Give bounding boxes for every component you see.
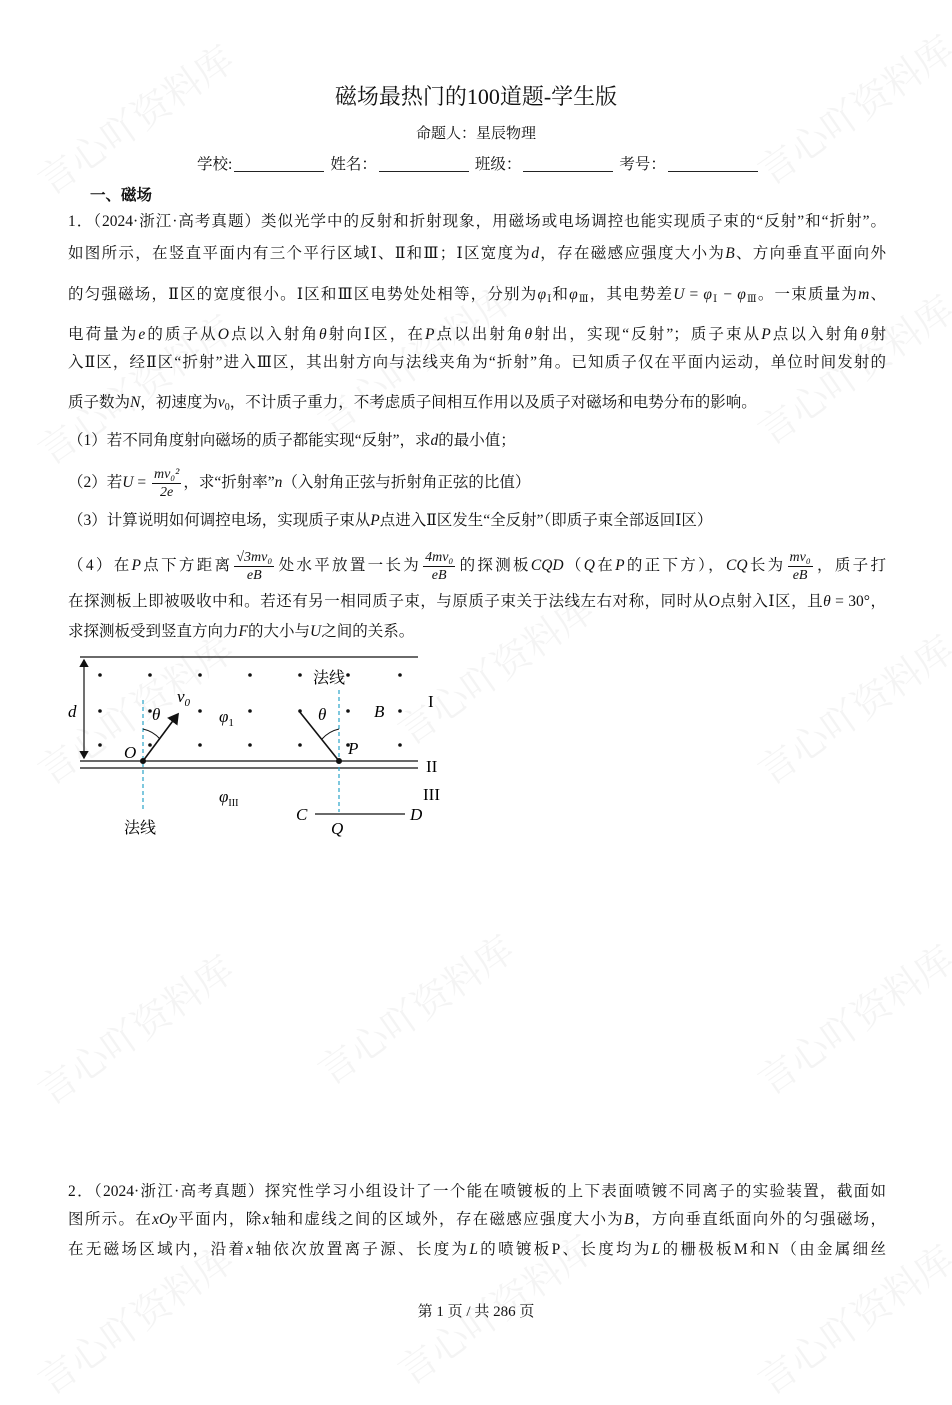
label-region-1: I <box>428 692 434 711</box>
fraction-denominator: eB <box>246 568 262 583</box>
field-dot <box>98 709 102 713</box>
field-dot <box>346 673 350 677</box>
author-line: 命题人：星辰物理 <box>415 126 536 142</box>
angle-arc-right <box>322 729 339 739</box>
math-variable: P <box>131 557 141 575</box>
field-dot <box>398 743 402 747</box>
text-segment: 的匀强磁场，Ⅱ区的宽度很小。Ⅰ区和Ⅲ区电势处处相等，分别为 <box>68 286 538 303</box>
text-segment: 在无磁场区域内，沿着 <box>68 1241 247 1258</box>
label-d: d <box>68 702 77 721</box>
math-variable: e <box>138 326 146 343</box>
text-segment: ，存在磁感应强度大小为 <box>538 245 726 262</box>
point-o <box>140 758 146 764</box>
label-c: C <box>296 805 308 824</box>
field-dot <box>198 743 202 747</box>
text-segment: 平面内，除 <box>177 1211 263 1228</box>
math-variable: θ <box>319 326 327 343</box>
text-segment: （2）若 <box>68 474 123 492</box>
math-variable: P <box>370 512 380 529</box>
text-segment: 1．（2024·浙江·高考真题）类似光学中的反射和折射现象，用磁场或电场调控也能实现质子束的“反射”和“折射”。 <box>68 213 886 230</box>
text-segment: 和 <box>552 286 570 303</box>
class-label: 班级： <box>474 156 522 173</box>
page-footer: 第 1 页 / 共 286 页 <box>417 1304 535 1320</box>
math-subscript: Ⅲ <box>577 294 590 305</box>
label-phi1: $\varphi_1$ <box>219 707 234 729</box>
text-segment: 轴依次放置离子源、长度为 <box>253 1241 470 1258</box>
label-d-point: D <box>410 805 423 824</box>
point-p <box>336 758 342 764</box>
field-dot <box>148 743 152 747</box>
fraction-denominator: eB <box>792 568 808 583</box>
q2-line <box>68 1182 886 1202</box>
q2-line <box>68 1240 886 1260</box>
math-variable: φ <box>737 286 746 303</box>
text-segment: 之间的关系。 <box>321 623 415 640</box>
text-segment: = <box>684 286 704 303</box>
text-segment: ，求“折射率” <box>183 474 275 492</box>
math-variable: xOy <box>152 1211 178 1228</box>
label-b: B <box>374 702 385 721</box>
math-subscript: Ⅰ <box>711 294 719 305</box>
text-segment: 点以出射角 <box>434 326 525 343</box>
math-variable: U <box>122 474 134 492</box>
dots-magnetic-field <box>98 673 402 747</box>
text-segment: 的最小值； <box>438 432 516 449</box>
math-variable: CQ <box>726 557 748 575</box>
math-variable: n <box>274 474 283 492</box>
label-normal-top: 法线 <box>313 670 346 687</box>
text-segment: 长为 <box>747 557 786 575</box>
math-variable: O <box>217 326 229 343</box>
text-segment: 射向Ⅰ区，在 <box>326 326 425 343</box>
math-variable: U <box>310 623 322 640</box>
text-segment: 点进入Ⅱ区发生“全反射”（即质子束全部返回Ⅰ区） <box>379 512 713 529</box>
text-segment: （ <box>563 557 584 575</box>
incident-ray-arrow <box>143 714 178 761</box>
text-segment: 点以入射角 <box>770 326 861 343</box>
text-segment: 。一束质量为 <box>757 286 859 303</box>
text-segment: 入Ⅱ区，经Ⅱ区“折射”进入Ⅲ区，其出射方向与法线夹角为“折射”角。已知质子仅在平面内运动，单位时间发射的 <box>68 354 886 371</box>
label-theta-left: θ <box>152 705 161 724</box>
math-variable: φ <box>537 286 547 303</box>
field-dot <box>298 673 302 677</box>
text-segment: 的探测板 <box>457 557 531 575</box>
text-segment: 在 <box>594 557 616 575</box>
text-segment: （1）若不同角度射向磁场的质子都能实现“反射”，求 <box>68 432 431 449</box>
text-segment: 处水平放置一长为 <box>276 557 422 575</box>
math-variable: m <box>858 286 870 303</box>
fraction-denominator: eB <box>431 568 447 583</box>
watermark-text <box>305 920 523 1096</box>
fraction-numerator: 4mv₀ <box>425 550 454 565</box>
math-variable: Q <box>583 557 595 575</box>
field-dot <box>398 673 402 677</box>
math-subscript: Ⅲ <box>745 294 758 305</box>
text-segment: ，不计质子重力，不考虑质子间相互作用以及质子对磁场和电势分布的影响。 <box>229 394 757 411</box>
math-variable: B <box>725 245 735 262</box>
text-segment: （入射角正弦与折射角正弦的比值） <box>282 474 531 492</box>
math-variable: P <box>424 326 435 343</box>
math-variable: P <box>615 557 625 575</box>
label-phi3: $\varphi_{III}$ <box>219 787 239 809</box>
text-segment: 如图所示，在竖直平面内有三个平行区域Ⅰ、Ⅱ和Ⅲ；Ⅰ区宽度为 <box>68 245 532 262</box>
q2-line <box>68 1210 886 1230</box>
label-region-3: III <box>423 785 440 804</box>
field-dot <box>346 709 350 713</box>
text-segment: 在探测板上即被吸收中和。若还有另一相同质子束，与原质子束关于法线左右对称，同时从 <box>68 593 709 610</box>
text-segment: 2．（2024·浙江·高考真题）探究性学习小组设计了一个能在喷镀板的上下表面喷镀不同离子的实验装置，截面如 <box>68 1183 886 1200</box>
text-segment: = <box>133 474 150 492</box>
math-variable: v <box>217 394 225 411</box>
label-theta-right: θ <box>318 705 327 724</box>
fraction-numerator: √3mv₀ <box>236 550 273 565</box>
section-heading: 一、磁场 <box>90 187 153 204</box>
text-segment: 轴和虚线之间的区域外，存在磁感应强度大小为 <box>269 1211 625 1228</box>
math-variable: θ <box>823 593 831 610</box>
text-segment: 求探测板受到竖直方向力 <box>68 623 239 640</box>
text-segment: ，方向垂直纸面向外的匀强磁场， <box>633 1211 886 1228</box>
text-segment: 射 <box>868 326 886 343</box>
field-dot <box>248 709 252 713</box>
text-segment: 图所示。在 <box>68 1211 153 1228</box>
document-title: 磁场最热门的100道题-学生版 <box>334 84 618 109</box>
math-variable: L <box>651 1241 661 1258</box>
field-dot <box>298 743 302 747</box>
text-segment: 点以入射角 <box>228 326 320 343</box>
math-variable: d <box>430 432 439 449</box>
school-label: 学校: <box>197 156 233 173</box>
math-variable: x <box>246 1241 254 1258</box>
fraction-numerator: mv₀ <box>789 550 811 565</box>
fraction-numerator: mv₀² <box>153 467 180 482</box>
text-segment: 的喷镀板P、长度均为 <box>477 1241 652 1258</box>
text-segment: 射出，实现“反射”；质子束从 <box>532 326 762 343</box>
field-dot <box>398 709 402 713</box>
text-segment: = 30°， <box>830 593 886 610</box>
math-variable: F <box>238 623 248 640</box>
text-segment: 质子数为 <box>68 394 131 411</box>
exam-number-label: 考号： <box>619 156 666 173</box>
math-variable: d <box>531 245 539 262</box>
math-variable: P <box>761 326 771 343</box>
math-variable: φ <box>703 286 712 303</box>
watermark-text <box>745 930 952 1106</box>
field-dot <box>98 673 102 677</box>
math-variable: L <box>469 1241 478 1258</box>
label-p: P <box>348 739 359 758</box>
text-segment: 的大小与 <box>247 623 310 640</box>
text-segment: 的栅极板M和N（由金属细丝 <box>660 1241 886 1258</box>
math-variable: θ <box>524 326 533 343</box>
field-dot <box>248 743 252 747</box>
field-dot <box>98 743 102 747</box>
field-dot <box>248 673 252 677</box>
math-variable: x <box>262 1211 270 1228</box>
text-segment: （4）在 <box>68 557 132 575</box>
angle-arc-left <box>143 729 160 739</box>
name-label: 姓名： <box>330 156 377 173</box>
text-segment: 的质子从 <box>145 326 218 343</box>
math-variable: O <box>708 593 720 610</box>
math-variable: φ <box>569 286 578 303</box>
math-variable: B <box>624 1211 634 1228</box>
math-variable: N <box>130 394 141 411</box>
fraction-denominator: 2e <box>160 485 174 500</box>
watermark-text <box>25 940 243 1116</box>
label-q: Q <box>331 819 344 838</box>
field-dot <box>198 709 202 713</box>
text-segment: 、方向垂直平面向外 <box>734 245 886 262</box>
text-segment: ，质子打 <box>814 557 886 575</box>
math-variable: U <box>673 286 685 303</box>
math-subscript: Ⅰ <box>546 294 553 305</box>
text-segment: ，初速度为 <box>140 394 218 411</box>
label-region-2: II <box>426 757 438 776</box>
text-segment: 点射入Ⅰ区，且 <box>719 593 824 610</box>
math-variable: θ <box>860 326 869 343</box>
label-normal-bottom: 法线 <box>124 820 157 837</box>
math-subscript: 0 <box>224 402 230 413</box>
text-segment: − <box>718 286 738 303</box>
math-variable: CQD <box>530 557 564 575</box>
text-segment: 点下方距离 <box>140 557 233 575</box>
text-segment: （3）计算说明如何调控电场，实现质子束从 <box>68 512 371 529</box>
field-dot <box>198 673 202 677</box>
text-segment: 电荷量为 <box>68 326 139 343</box>
text-segment: 、 <box>869 286 886 303</box>
text-segment: 的正下方）， <box>624 557 726 575</box>
field-dot <box>148 673 152 677</box>
label-o: O <box>124 743 137 762</box>
text-segment: ，其电势差 <box>589 286 674 303</box>
label-v0: $v_0$ <box>177 687 191 709</box>
